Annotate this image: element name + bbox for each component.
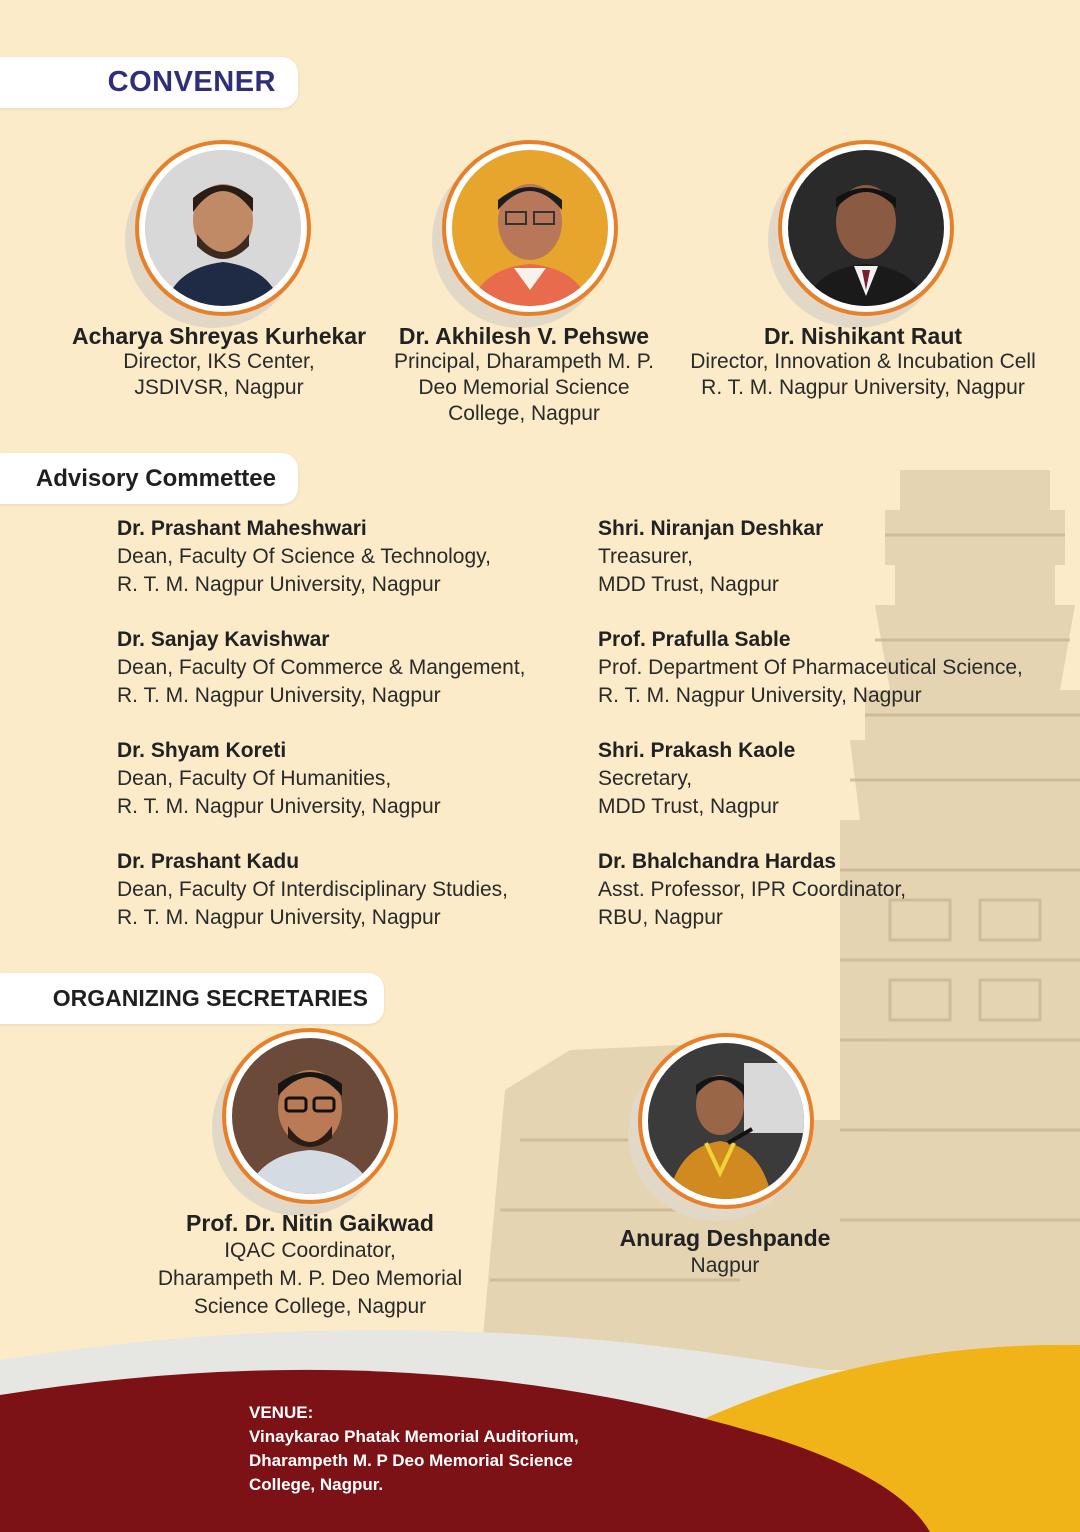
person-role: IQAC Coordinator, — [224, 1239, 396, 1262]
venue-label: VENUE: — [249, 1403, 314, 1422]
person-affiliation: Science College, Nagpur — [193, 1295, 427, 1318]
advisory-member — [598, 737, 795, 821]
member-name: Dr. Shyam Koreti — [117, 739, 287, 762]
convener-photo-2 — [432, 140, 622, 330]
person-name: Dr. Nishikant Raut — [763, 323, 963, 349]
member-role: Secretary, — [598, 767, 693, 790]
member-affiliation: R. T. M. Nagpur University, Nagpur — [117, 906, 441, 929]
member-affiliation: MDD Trust, Nagpur — [598, 795, 779, 818]
member-affiliation: R. T. M. Nagpur University, Nagpur — [117, 684, 441, 707]
person-name: Prof. Dr. Nitin Gaikwad — [186, 1210, 434, 1236]
member-name: Shri. Prakash Kaole — [598, 739, 796, 762]
convener-card-2 — [374, 323, 674, 427]
advisory-member — [598, 626, 1023, 710]
advisory-member — [598, 515, 823, 599]
venue-block — [249, 1401, 579, 1497]
person-portrait-icon — [145, 150, 301, 306]
person-portrait-icon — [788, 150, 944, 306]
secretaries-heading-tab — [0, 973, 384, 1024]
member-role: Prof. Department Of Pharmaceutical Science, — [598, 656, 1023, 679]
secretary-photo-2 — [628, 1033, 818, 1223]
member-name: Dr. Prashant Kadu — [117, 850, 300, 873]
venue-line: Vinaykarao Phatak Memorial Auditorium, — [249, 1427, 579, 1446]
person-affiliation: College, Nagpur — [448, 402, 600, 425]
convener-photo-3 — [768, 140, 958, 330]
member-affiliation: MDD Trust, Nagpur — [598, 573, 779, 596]
person-affiliation: R. T. M. Nagpur University, Nagpur — [701, 376, 1025, 399]
member-role: Dean, Faculty Of Science & Technology, — [117, 545, 491, 568]
advisory-member — [598, 848, 906, 932]
person-role: Principal, Dharampeth M. P. — [394, 350, 654, 373]
person-role: Director, Innovation & Incubation Cell — [690, 350, 1036, 373]
advisory-heading-tab — [0, 453, 298, 504]
person-name: Anurag Deshpande — [619, 1225, 831, 1251]
member-affiliation: R. T. M. Nagpur University, Nagpur — [117, 573, 441, 596]
member-affiliation: R. T. M. Nagpur University, Nagpur — [598, 684, 922, 707]
convener-card-3 — [688, 323, 1038, 401]
advisory-member — [117, 515, 491, 599]
member-role: Dean, Faculty Of Interdisciplinary Studies, — [117, 878, 509, 901]
convener-photo-1 — [125, 140, 315, 330]
member-name: Dr. Prashant Maheshwari — [117, 517, 367, 540]
member-name: Shri. Niranjan Deshkar — [598, 517, 824, 540]
secretaries-heading: ORGANIZING SECRETARIES — [52, 985, 368, 1011]
member-role: Treasurer, — [598, 545, 693, 568]
member-role: Dean, Faculty Of Humanities, — [117, 767, 392, 790]
person-role: Director, IKS Center, — [123, 350, 315, 373]
advisory-heading: Advisory Commettee — [35, 464, 276, 492]
member-name: Dr. Bhalchandra Hardas — [598, 850, 837, 873]
person-affiliation: Dharampeth M. P. Deo Memorial — [157, 1267, 463, 1290]
convener-heading-tab — [0, 57, 298, 108]
person-portrait-icon — [452, 150, 608, 306]
person-affiliation: JSDIVSR, Nagpur — [134, 376, 304, 399]
person-name: Acharya Shreyas Kurhekar — [71, 323, 367, 349]
secretary-card-1 — [150, 1209, 470, 1321]
secretary-photo-1 — [212, 1028, 402, 1218]
convener-heading: CONVENER — [107, 66, 276, 98]
venue-line: Dharampeth M. P Deo Memorial Science — [249, 1451, 573, 1470]
secretary-card-2 — [585, 1224, 865, 1280]
member-name: Dr. Sanjay Kavishwar — [117, 628, 330, 651]
member-role: Asst. Professor, IPR Coordinator, — [598, 878, 907, 901]
member-affiliation: R. T. M. Nagpur University, Nagpur — [117, 795, 441, 818]
person-affiliation: Deo Memorial Science — [418, 376, 630, 399]
member-affiliation: RBU, Nagpur — [598, 906, 723, 929]
convener-card-1 — [60, 323, 378, 401]
member-role: Dean, Faculty Of Commerce & Mangement, — [117, 656, 526, 679]
person-portrait-icon — [232, 1038, 388, 1194]
person-affiliation: Nagpur — [690, 1254, 760, 1277]
member-name: Prof. Prafulla Sable — [598, 628, 791, 651]
advisory-member — [117, 848, 508, 932]
advisory-member — [117, 737, 441, 821]
person-name: Dr. Akhilesh V. Pehswe — [398, 323, 650, 349]
venue-line: College, Nagpur. — [249, 1475, 384, 1494]
advisory-member — [117, 626, 526, 710]
person-portrait-icon — [648, 1043, 804, 1199]
